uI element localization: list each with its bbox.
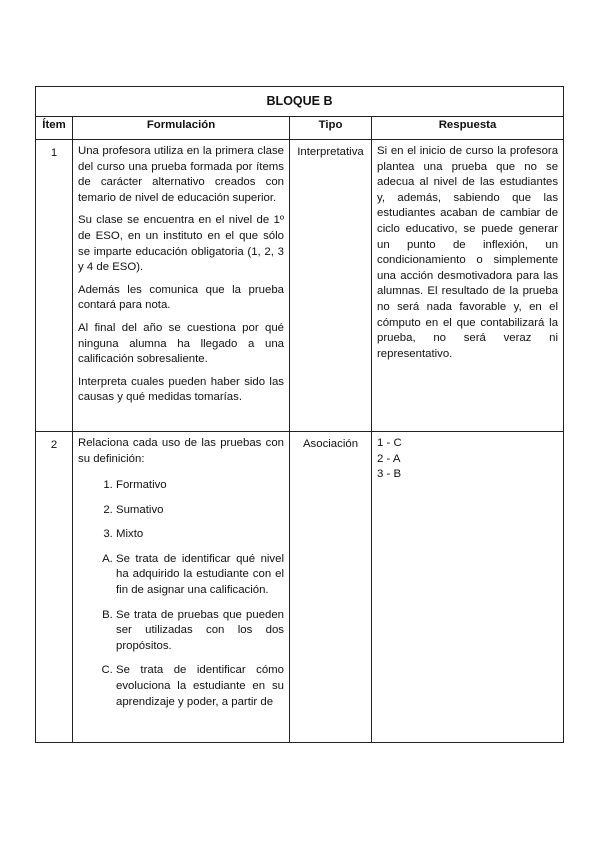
- tipo-cell: Asociación: [290, 431, 372, 742]
- respuesta-line: 3 - B: [377, 468, 402, 481]
- formulacion-paragraph: Al final del año se cuestiona por qué ninguna alumna ha llegado a una calificación sobresaliente.: [78, 321, 284, 366]
- table-row: [36, 431, 564, 742]
- header-item: Ítem: [36, 117, 73, 140]
- definiciones-list: [78, 552, 284, 710]
- respuesta-cell: [372, 431, 564, 742]
- respuesta-line: 2 - A: [377, 452, 401, 465]
- formulacion-paragraph: Una profesora utiliza en la primera clase del curso una prueba formada por ítems de carácter alternativo creados con temario de nivel de educación superior.: [78, 145, 284, 204]
- respuesta-cell: Si en el inicio de curso la profesora plantea una prueba que no se adecua al nivel de las estudiantes y, además, sabiendo que las estudiantes acaban de cambiar de ciclo educativo, se puede generar un punto de inflexión, un condicionamiento o simplemente una acción desmotivadora para las alumnas. El resultado de la prueba no será nada favorable y, en el cómputo en el que contabilizará la prueba, no será veraz ni representativo.: [372, 140, 564, 432]
- item-number: 1: [36, 140, 73, 432]
- header-respuesta: Respuesta: [372, 117, 564, 140]
- respuesta-line: 1 - C: [377, 436, 402, 449]
- tipo-cell: Interpretativa: [290, 140, 372, 432]
- formulacion-cell: [73, 140, 290, 432]
- item-number: 2: [36, 431, 73, 742]
- list-item: B. Se trata de pruebas que pueden ser utilizadas con los dos propósitos.: [116, 608, 284, 655]
- formulacion-paragraph: Interpreta cuales pueden haber sido las causas y qué medidas tomarías.: [78, 375, 284, 404]
- header-tipo: Tipo: [290, 117, 372, 140]
- formulacion-paragraph: Su clase se encuentra en el nivel de 1º de ESO, en un instituto en el que sólo se imparte educación obligatoria (1, 2, 3 y 4 de ESO).: [78, 214, 284, 274]
- formulacion-intro: Relaciona cada uso de las pruebas con su definición:: [78, 436, 284, 465]
- header-row: [36, 117, 564, 140]
- table-title: BLOQUE B: [36, 87, 564, 117]
- bloque-b-table: [35, 86, 564, 743]
- list-item: 3. Mixto: [116, 527, 284, 543]
- list-item: 1. Formativo: [116, 478, 284, 494]
- formulacion-paragraph: Además les comunica que la prueba contará para nota.: [78, 283, 284, 312]
- usos-list: [78, 478, 284, 543]
- list-item: A. Se trata de identificar qué nivel ha adquirido la estudiante con el fin de asignar una calificación.: [116, 552, 284, 599]
- list-item: 2. Sumativo: [116, 503, 284, 519]
- formulacion-cell: [73, 431, 290, 742]
- header-formulacion: Formulación: [73, 117, 290, 140]
- list-item: C. Se trata de identificar cómo evoluciona la estudiante en su aprendizaje y poder, a partir de: [116, 663, 284, 710]
- table-row: [36, 140, 564, 432]
